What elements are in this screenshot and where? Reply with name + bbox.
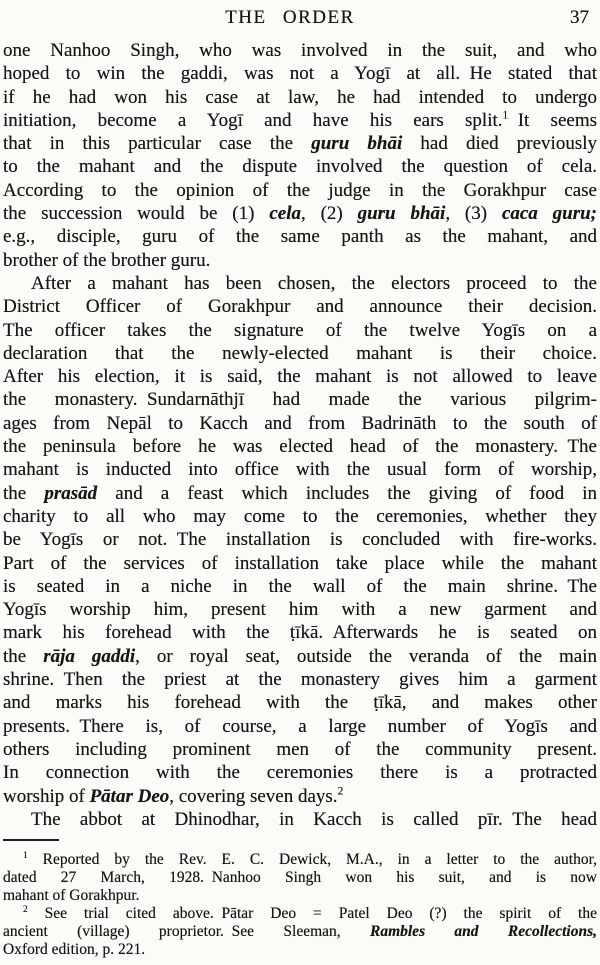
text-run: mahant is inducted into office with the usual form of worship, [3, 459, 597, 481]
text-run: , or royal seat, outside the veranda of the main [135, 645, 597, 667]
body-text-line [3, 295, 597, 318]
body-text-line [3, 808, 597, 831]
text-run: is seated in a niche in the wall of the main shrine. The [3, 575, 597, 597]
text-run: the succession would be (1) [3, 203, 270, 225]
footnotes [3, 851, 597, 959]
body-text-line [3, 109, 597, 132]
body-text-line [3, 505, 597, 528]
text-run: the monastery. Sundarnāthjī had made the various pilgrim- [3, 389, 597, 411]
body-text-line [3, 621, 597, 644]
body-text-line [3, 575, 597, 598]
italic-run: guru bhāi [357, 203, 446, 225]
footnote-line [3, 887, 597, 905]
text-run: one Nanhoo Singh, who was involved in the suit, and who [3, 40, 597, 61]
body-text-line [3, 155, 597, 178]
body-text-line [3, 342, 597, 365]
body-text-line [3, 412, 597, 435]
footnote-marker: 1 [502, 109, 509, 122]
text-run: that in this particular case the [3, 133, 312, 155]
text-run: if he had won his case at law, he had intended to undergo [3, 86, 597, 108]
body-text-line [3, 132, 597, 155]
text-run: the [3, 645, 44, 667]
body-text-line [3, 272, 597, 295]
body-text-line [3, 86, 597, 109]
footnote-marker: 2 [337, 785, 344, 798]
body-text-line [3, 319, 597, 342]
footnote-line [3, 851, 597, 869]
text-run: mahant of Gorakhpur. [3, 887, 140, 905]
page-number: 37 [570, 7, 589, 28]
text-run: After his election, it is said, the mahant is not allowed to leave [3, 366, 597, 388]
body-text-line [3, 249, 597, 272]
text-run: and marks his forehead with the ṭīkā, and makes other [3, 692, 597, 714]
footnote-line [3, 923, 597, 941]
italic-run: cela [269, 203, 301, 225]
italic-run: Rambles and Recollections, [369, 923, 597, 941]
body-text-line [3, 691, 597, 714]
body-text-line [3, 738, 597, 761]
text-run: the [3, 482, 45, 504]
text-run: mark his forehead with the ṭīkā. Afterwards he is seated on [3, 622, 597, 644]
footnote-marker: 2 [23, 904, 28, 915]
body-text-line [3, 645, 597, 668]
text-run: ancient (village) proprietor. See Sleeman, [3, 923, 370, 941]
footnote-marker: 1 [23, 850, 28, 861]
text-run: See trial cited above. Pātar Deo = Patel Deo (?) the spirit of the [27, 905, 597, 923]
italic-run: prasād [44, 482, 98, 504]
text-run: worship of [3, 785, 90, 807]
footnote-line [3, 905, 597, 923]
body-text-line [3, 715, 597, 738]
text-run: It seems [508, 109, 597, 131]
page-title: THE ORDER [225, 7, 355, 28]
text-run: and a feast which includes the giving of food in [97, 482, 598, 504]
text-run: Yogīs worship him, present him with a new garment and [3, 599, 597, 621]
body-text-line [3, 785, 597, 808]
text-run: In connection with the ceremonies there is a protracted [3, 762, 597, 784]
body-text-line [3, 62, 597, 85]
italic-run: caca guru; [501, 203, 598, 225]
body-text-line [3, 435, 597, 458]
text-run: District Officer of Gorakhpur and announce their decision. [3, 296, 597, 318]
body-text-line [3, 482, 597, 505]
footnote-line [3, 869, 597, 887]
footnote-rule [3, 839, 59, 841]
body-text-line [3, 365, 597, 388]
italic-run: Pātar Deo [89, 785, 170, 807]
text-run: According to the opinion of the judge in the Gorakhpur case [3, 179, 597, 201]
body-text-line [3, 458, 597, 481]
text-run: The officer takes the signature of the twelve Yogīs on a [3, 319, 597, 341]
text-run: Part of the services of installation take place while the mahant [3, 552, 597, 574]
text-run: , (2) [300, 203, 358, 225]
body-text-line [3, 39, 597, 62]
text-run: brother of the brother guru. [3, 249, 211, 271]
body-text-line [3, 552, 597, 575]
body-text-line [3, 179, 597, 202]
body-text-line [3, 598, 597, 621]
text-run: Oxford edition, p. 221. [3, 941, 146, 959]
running-head [3, 7, 597, 31]
italic-run: guru bhāi [311, 133, 403, 155]
text-run: others including prominent men of the community present. [3, 738, 597, 760]
italic-run: rāja gaddi [43, 645, 136, 667]
text-run: had died previously [402, 133, 598, 155]
text-run: declaration that the newly-elected mahant is their choice. [3, 342, 597, 364]
body-text [3, 39, 597, 831]
text-run: ages from Nepāl to Kacch and from Badrināth to the south of [3, 412, 597, 434]
body-text-line [3, 668, 597, 691]
text-run: Reported by the Rev. E. C. Dewick, M.A., in a letter to the author, [27, 851, 597, 869]
text-run: The abbot at Dhinodhar, in Kacch is called pīr. The head [31, 808, 597, 830]
body-text-line [3, 202, 597, 225]
text-run: to the mahant and the dispute involved the question of cela. [3, 156, 597, 178]
text-run: initiation, become a Yogī and have his ears split. [3, 109, 503, 131]
text-run: e.g., disciple, guru of the same panth as the mahant, and [3, 226, 597, 248]
text-run: shrine. Then the priest at the monastery gives him a garment [3, 669, 597, 691]
text-run: presents. There is, of course, a large number of Yogīs and [3, 715, 597, 737]
text-run: charity to all who may come to the ceremonies, whether they [3, 505, 597, 527]
text-run: be Yogīs or not. The installation is concluded with fire-works. [3, 529, 597, 551]
body-text-line [3, 388, 597, 411]
text-run: the peninsula before he was elected head of the monastery. The [3, 436, 597, 458]
body-text-line [3, 225, 597, 248]
text-run: hoped to win the gaddi, was not a Yogī at all. He stated that [3, 63, 597, 85]
text-run: , covering seven days. [169, 785, 338, 807]
footnote-line [3, 941, 597, 959]
text-run: After a mahant has been chosen, the electors proceed to the [31, 272, 597, 294]
text-run: dated 27 March, 1928. Nanhoo Singh won his suit, and is now [3, 869, 597, 887]
body-text-line [3, 528, 597, 551]
body-text-line [3, 761, 597, 784]
text-run: , (3) [445, 203, 502, 225]
